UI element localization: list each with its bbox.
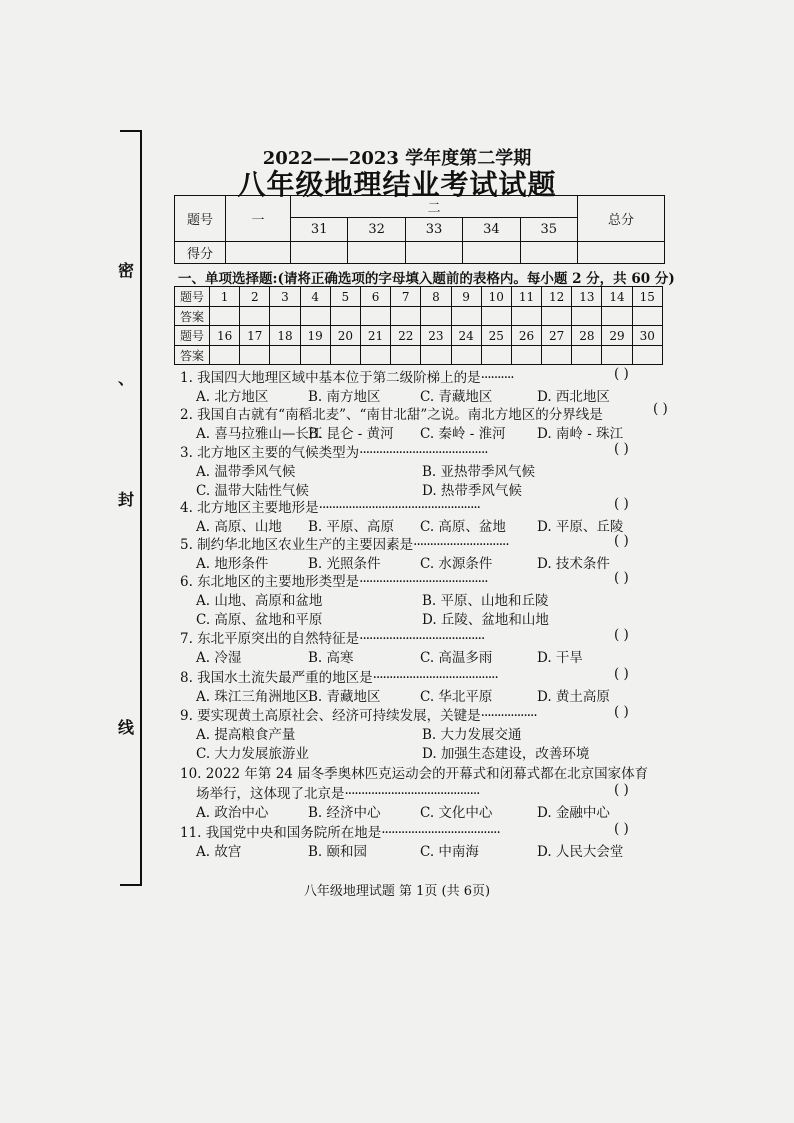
answer-cell[interactable] [391, 346, 421, 365]
answer-paren[interactable]: ( ) [614, 496, 629, 512]
option-c: C. 华北平原 [420, 689, 493, 705]
option-d: D. 人民大会堂 [537, 844, 624, 860]
option-c: C. 大力发展旅游业 [196, 746, 309, 762]
answer-cell[interactable] [300, 307, 330, 326]
answer-question-number: 23 [421, 326, 451, 346]
option-a: A. 提高粮食产量 [196, 727, 296, 743]
answer-paren[interactable]: ( ) [614, 441, 629, 457]
answer-cell[interactable] [511, 307, 541, 326]
question-text [180, 704, 537, 724]
option-d: D. 加强生态建设，改善环境 [422, 746, 590, 762]
option-a: A. 冷湿 [196, 650, 242, 666]
answer-paren[interactable]: ( ) [614, 533, 629, 549]
question-dots: ················································· [318, 500, 480, 516]
answer-question-number: 21 [360, 326, 390, 346]
question-stem: 4. 北方地区主要地形是 [180, 500, 319, 516]
question-text-cont [196, 782, 479, 802]
answer-paren[interactable]: ( ) [614, 821, 629, 837]
answer-cell[interactable] [632, 346, 662, 365]
answer-question-number: 13 [572, 287, 602, 307]
answer-cell[interactable] [421, 307, 451, 326]
answer-question-number: 15 [632, 287, 662, 307]
score-sub-32: 32 [348, 218, 405, 242]
answer-question-number: 20 [330, 326, 360, 346]
answer-cell[interactable] [632, 307, 662, 326]
option-c: C. 水源条件 [420, 556, 493, 572]
question-dots: ···································· [381, 825, 500, 841]
option-a: A. 珠江三角洲地区 [196, 689, 309, 705]
answer-question-number: 10 [481, 287, 511, 307]
answer-paren[interactable]: ( ) [614, 366, 629, 382]
answer-question-number: 30 [632, 326, 662, 346]
answer-question-number: 16 [210, 326, 240, 346]
answer-row-label: 题号 [175, 287, 210, 307]
question-text [180, 441, 488, 461]
option-a: A. 温带季风气候 [196, 464, 296, 480]
answer-question-number: 18 [270, 326, 300, 346]
option-d: D. 黄土高原 [537, 689, 610, 705]
score-cell[interactable] [226, 242, 291, 264]
binding-char-dot: 、 [118, 369, 135, 388]
score-sub-34: 34 [463, 218, 520, 242]
answer-cell[interactable] [572, 307, 602, 326]
answer-cell[interactable] [421, 346, 451, 365]
score-label-num: 题号 [175, 196, 226, 242]
score-part-one: 一 [226, 196, 291, 242]
question-stem: 6. 东北地区的主要地形类型是 [180, 574, 360, 590]
score-cell[interactable] [463, 242, 520, 264]
answer-question-number: 26 [511, 326, 541, 346]
option-c: C. 高原、盆地 [420, 519, 506, 535]
question-stem: 2. 我国自古就有“南稻北麦”、“南甘北甜”之说。南北方地区的分界线是 [180, 407, 603, 423]
answer-question-number: 27 [542, 326, 572, 346]
answer-question-number: 7 [391, 287, 421, 307]
question-dots: ········································· [344, 786, 480, 802]
answer-table [174, 286, 663, 365]
score-part-two: 二 [291, 196, 578, 218]
answer-cell[interactable] [542, 346, 572, 365]
question-stem: 8. 我国水土流失最严重的地区是 [180, 670, 373, 686]
answer-cell[interactable] [602, 307, 632, 326]
option-b: B. 亚热带季风气候 [422, 464, 536, 480]
answer-cell[interactable] [481, 307, 511, 326]
binding-char-xian: 线 [118, 718, 135, 737]
question-stem: 9. 要实现黄土高原社会、经济可持续发展，关键是 [180, 708, 481, 724]
option-a: A. 高原、山地 [196, 519, 282, 535]
answer-question-number: 12 [542, 287, 572, 307]
answer-row-label: 答案 [175, 346, 210, 365]
option-d: D. 丘陵、盆地和山地 [422, 612, 549, 628]
option-a: A. 山地、高原和盆地 [196, 593, 323, 609]
option-d: D. 热带季风气候 [422, 483, 522, 499]
option-b: B. 光照条件 [308, 556, 381, 572]
option-a: A. 地形条件 [196, 556, 269, 572]
option-d: D. 干旱 [537, 650, 583, 666]
option-b: B. 平原、山地和丘陵 [422, 593, 549, 609]
answer-cell[interactable] [240, 346, 270, 365]
option-a: A. 故宫 [196, 844, 242, 860]
score-sub-35: 35 [520, 218, 577, 242]
answer-cell[interactable] [330, 307, 360, 326]
question-dots: ················· [480, 708, 537, 724]
answer-question-number: 9 [451, 287, 481, 307]
option-c: C. 高温多雨 [420, 650, 493, 666]
answer-paren[interactable]: ( ) [653, 401, 668, 417]
option-d: D. 平原、丘陵 [537, 519, 624, 535]
answer-paren[interactable]: ( ) [614, 570, 629, 586]
answer-question-number: 2 [240, 287, 270, 307]
question-text [180, 496, 480, 516]
option-d: D. 金融中心 [537, 805, 610, 821]
question-stem: 1. 我国四大地理区域中基本位于第二级阶梯上的是 [180, 370, 481, 386]
answer-cell[interactable] [240, 307, 270, 326]
answer-cell[interactable] [511, 346, 541, 365]
question-stem: 11. 我国党中央和国务院所在地是 [180, 825, 382, 841]
score-total: 总分 [578, 196, 665, 242]
answer-cell[interactable] [300, 346, 330, 365]
question-dots: ······································· [359, 445, 488, 461]
option-c: C. 中南海 [420, 844, 479, 860]
question-stem: 10. 2022 年第 24 届冬季奥林匹克运动会的开幕式和闭幕式都在北京国家体育 [180, 766, 649, 782]
option-c: C. 高原、盆地和平原 [196, 612, 323, 628]
answer-cell[interactable] [270, 307, 300, 326]
question-text [180, 533, 509, 553]
section-one-heading: 一、单项选择题:(请将正确选项的字母填入题前的表格内。每小题 2 分，共 60 分) [178, 271, 675, 287]
answer-question-number: 24 [451, 326, 481, 346]
question-dots: ·········· [480, 370, 514, 386]
answer-cell[interactable] [481, 346, 511, 365]
answer-question-number: 1 [210, 287, 240, 307]
answer-question-number: 19 [300, 326, 330, 346]
score-cell[interactable] [405, 242, 462, 264]
option-b: B. 颐和园 [308, 844, 368, 860]
question-text [180, 570, 488, 590]
question-text [180, 627, 484, 647]
score-cell[interactable] [520, 242, 577, 264]
answer-question-number: 3 [270, 287, 300, 307]
binding-char-mi: 密 [118, 261, 135, 280]
answer-cell[interactable] [572, 346, 602, 365]
question-stem: 3. 北方地区主要的气候类型为 [180, 445, 360, 461]
score-cell[interactable] [291, 242, 348, 264]
score-cell[interactable] [348, 242, 405, 264]
option-b: B. 平原、高原 [308, 519, 395, 535]
question-text [180, 403, 603, 423]
answer-question-number: 28 [572, 326, 602, 346]
option-c: C. 文化中心 [420, 805, 493, 821]
answer-question-number: 22 [391, 326, 421, 346]
question-text [180, 762, 648, 782]
option-b: B. 高寒 [308, 650, 354, 666]
answer-paren[interactable]: ( ) [614, 666, 629, 682]
answer-question-number: 25 [481, 326, 511, 346]
question-stem: 7. 东北平原突出的自然特征是 [180, 631, 360, 647]
option-b: B. 青藏地区 [308, 689, 381, 705]
question-dots: ······································· [359, 574, 488, 590]
answer-question-number: 11 [511, 287, 541, 307]
answer-cell[interactable] [602, 346, 632, 365]
question-dots: ······································ [372, 670, 498, 686]
answer-question-number: 17 [240, 326, 270, 346]
question-dots: ····························· [413, 537, 509, 553]
question-text [180, 821, 500, 841]
answer-cell[interactable] [542, 307, 572, 326]
binding-char-feng: 封 [118, 490, 135, 509]
answer-cell[interactable] [391, 307, 421, 326]
answer-cell[interactable] [210, 346, 240, 365]
score-sub-33: 33 [405, 218, 462, 242]
answer-cell[interactable] [210, 307, 240, 326]
answer-row-label: 答案 [175, 307, 210, 326]
option-c: C. 秦岭 - 淮河 [420, 426, 506, 442]
option-a: A. 喜马拉雅山—长江 [196, 426, 323, 442]
exam-title: 八年级地理结业考试试题 [237, 168, 557, 201]
option-d: D. 南岭 - 珠江 [537, 426, 624, 442]
answer-paren[interactable]: ( ) [614, 704, 629, 720]
answer-question-number: 6 [360, 287, 390, 307]
answer-question-number: 4 [300, 287, 330, 307]
answer-paren[interactable]: ( ) [614, 782, 629, 798]
answer-question-number: 14 [602, 287, 632, 307]
option-c: C. 青藏地区 [420, 389, 493, 405]
school-year: 2022——2023 学年度第二学期 [262, 148, 532, 169]
answer-cell[interactable] [360, 346, 390, 365]
option-b: B. 大力发展交通 [422, 727, 522, 743]
score-sub-31: 31 [291, 218, 348, 242]
option-a: A. 政治中心 [196, 805, 269, 821]
page-footer: 八年级地理试题 第 1页 (共 6页) [303, 884, 491, 899]
question-dots: ······································ [359, 631, 485, 647]
answer-cell[interactable] [270, 346, 300, 365]
option-b: B. 经济中心 [308, 805, 381, 821]
answer-question-number: 5 [330, 287, 360, 307]
question-stem-cont: 场举行，这体现了北京是 [196, 786, 345, 802]
answer-question-number: 8 [421, 287, 451, 307]
answer-cell[interactable] [451, 307, 481, 326]
option-b: B. 昆仑 - 黄河 [308, 426, 394, 442]
question-text [180, 666, 498, 686]
option-a: A. 北方地区 [196, 389, 269, 405]
score-table [174, 195, 665, 264]
answer-row-label: 题号 [175, 326, 210, 346]
answer-cell[interactable] [451, 346, 481, 365]
option-c: C. 温带大陆性气候 [196, 483, 309, 499]
question-stem: 5. 制约华北地区农业生产的主要因素是 [180, 537, 414, 553]
answer-question-number: 29 [602, 326, 632, 346]
option-d: D. 技术条件 [537, 556, 610, 572]
score-cell[interactable] [578, 242, 665, 264]
answer-cell[interactable] [330, 346, 360, 365]
option-b: B. 南方地区 [308, 389, 381, 405]
question-text [180, 366, 514, 386]
score-label-score: 得分 [175, 242, 226, 264]
option-d: D. 西北地区 [537, 389, 610, 405]
answer-cell[interactable] [360, 307, 390, 326]
answer-paren[interactable]: ( ) [614, 627, 629, 643]
